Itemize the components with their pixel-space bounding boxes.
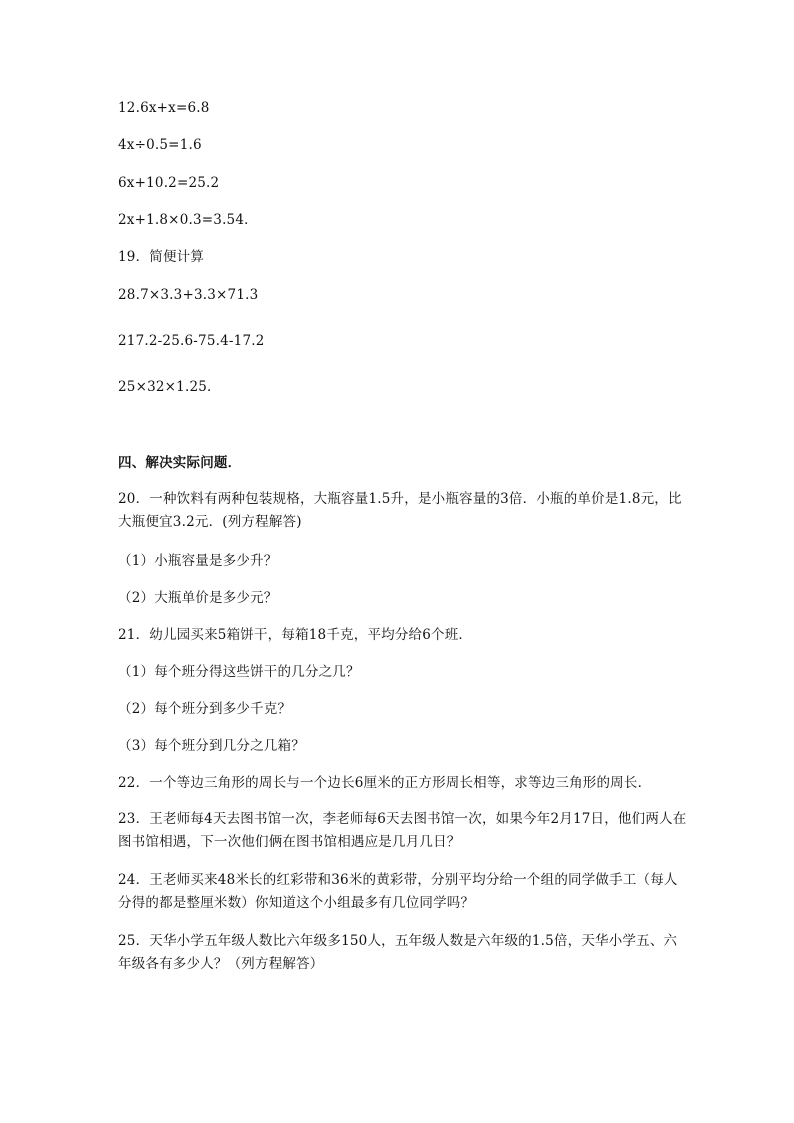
question-22-text: 22．一个等边三角形的周长与一个边长6厘米的正方形周长相等，求等边三角形的周长． (118, 775, 652, 791)
equation-1: 12.6x+x=6.8 (118, 100, 210, 116)
question-21-sub-3: （3）每个班分到几分之几箱？ (118, 738, 305, 754)
equation-4: 2x+1.8×0.3=3.54． (118, 212, 258, 228)
section-4-heading: 四、解决实际问题． (118, 455, 242, 471)
question-20-sub-1: （1）小瓶容量是多少升？ (118, 553, 278, 569)
equation-3: 6x+10.2=25.2 (118, 175, 220, 191)
question-24-text: 24．王老师买来48米长的红彩带和36米的黄彩带，分别平均分给一个组的同学做手工（每人分得的都是整厘米数）你知道这个小组最多有几位同学吗？ (118, 872, 678, 911)
question-21-sub-1: （1）每个班分得这些饼干的几分之几？ (118, 664, 360, 680)
question-19-title: 19．简便计算 (118, 249, 205, 265)
question-21-text: 21．幼儿园买来5箱饼干，每箱18千克，平均分给6个班． (118, 627, 473, 643)
equation-2: 4x÷0.5=1.6 (118, 137, 202, 153)
question-20-sub-2: （2）大瓶单价是多少元？ (118, 590, 278, 606)
question-25-text: 25．天华小学五年级人数比六年级多150人，五年级人数是六年级的1.5倍，天华小学五、六年级各有多少人？（列方程解答） (118, 933, 678, 972)
question-19-item-3: 25×32×1.25． (118, 379, 221, 395)
question-20-text: 20．一种饮料有两种包装规格，大瓶容量1.5升，是小瓶容量的3倍．小瓶的单价是1.8元，比大瓶便宜3.2元．(列方程解答) (118, 491, 682, 530)
question-21-sub-2: （2）每个班分到多少千克？ (118, 701, 292, 717)
question-23-text: 23．王老师每4天去图书馆一次，李老师每6天去图书馆一次，如果今年2月17日，他们两人在图书馆相遇，下一次他们俩在图书馆相遇应是几月几日？ (118, 811, 687, 850)
question-19-item-2: 217.2-25.6-75.4-17.2 (118, 333, 265, 349)
question-19-item-1: 28.7×3.3+3.3×71.3 (118, 287, 259, 303)
